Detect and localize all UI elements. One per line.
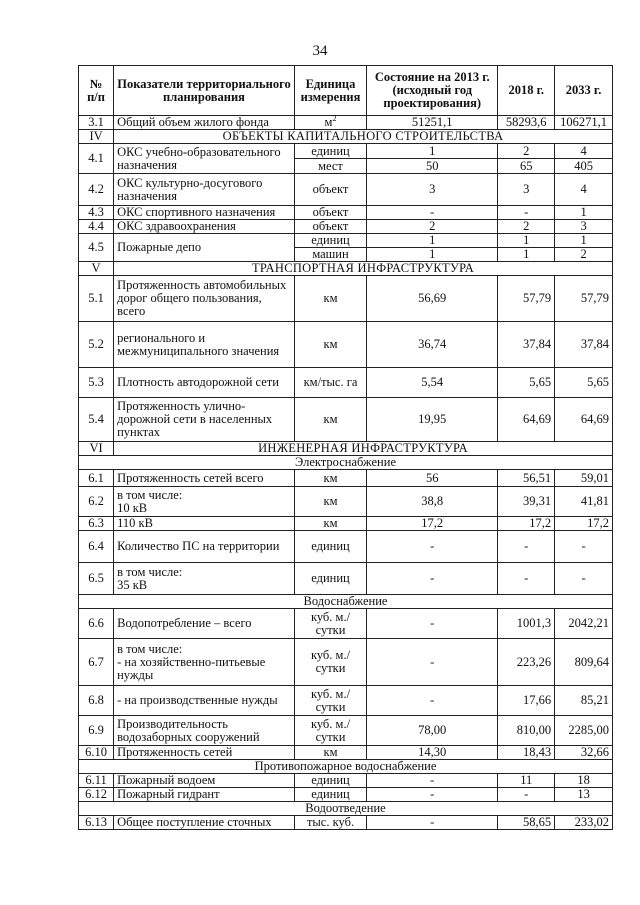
row-value-2013: 50: [367, 159, 498, 174]
row-number: 5.1: [79, 276, 114, 322]
row-number: 5.2: [79, 322, 114, 368]
row-value-2018: 223,26: [498, 639, 555, 686]
row-indicator-name: регионального и межмуниципального значения: [114, 322, 295, 368]
row-value-2018: 1001,3: [498, 609, 555, 639]
table-row: [79, 234, 613, 248]
row-number: 6.13: [79, 816, 114, 830]
row-indicator-name: Водопотребление – всего: [114, 609, 295, 639]
row-number: 4.1: [79, 144, 114, 174]
row-value-2013: 56: [367, 470, 498, 487]
planning-indicators-table: [78, 65, 613, 830]
row-value-2013: 17,2: [367, 517, 498, 531]
row-unit: объект: [294, 206, 366, 220]
row-indicator-name: Пожарный водоем: [114, 774, 295, 788]
row-value-2018: -: [498, 531, 555, 563]
row-unit: км: [294, 746, 366, 760]
row-value-2013: 2: [367, 220, 498, 234]
row-value-2018: 2: [498, 144, 555, 159]
row-value-2013: 51251,1: [367, 116, 498, 130]
row-value-2013: 38,8: [367, 487, 498, 517]
row-number: 4.3: [79, 206, 114, 220]
row-value-2018: -: [498, 563, 555, 595]
row-unit: объект: [294, 220, 366, 234]
subsection-title: Водоснабжение: [79, 595, 613, 609]
row-indicator-name: Протяженность улично-дорожной сети в населенных пунктах: [114, 398, 295, 442]
row-number: 4.2: [79, 174, 114, 206]
row-value-2018: 39,31: [498, 487, 555, 517]
row-value-2013: 1: [367, 144, 498, 159]
row-value-2013: -: [367, 686, 498, 716]
row-value-2033: 13: [555, 788, 613, 802]
row-indicator-name: в том числе: 10 кВ: [114, 487, 295, 517]
row-number: 4.4: [79, 220, 114, 234]
row-value-2033: 64,69: [555, 398, 613, 442]
row-value-2018: 1: [498, 248, 555, 262]
row-value-2018: 2: [498, 220, 555, 234]
table-row: [79, 788, 613, 802]
row-number: 6.10: [79, 746, 114, 760]
table-row: [79, 174, 613, 206]
row-unit: км: [294, 398, 366, 442]
row-value-2033: 57,79: [555, 276, 613, 322]
row-value-2033: 41,81: [555, 487, 613, 517]
row-value-2013: 3: [367, 174, 498, 206]
row-value-2013: 14,30: [367, 746, 498, 760]
table-row: [79, 470, 613, 487]
row-unit: единиц: [294, 563, 366, 595]
row-number: 3.1: [79, 116, 114, 130]
table-row: [79, 686, 613, 716]
row-unit: км: [294, 470, 366, 487]
row-value-2018: -: [498, 788, 555, 802]
section-number: V: [79, 262, 114, 276]
row-value-2033: 5,65: [555, 368, 613, 398]
row-number: 6.11: [79, 774, 114, 788]
row-indicator-name: Общее поступление сточных: [114, 816, 295, 830]
subsection-title: Электроснабжение: [79, 456, 613, 470]
subsection-row: [79, 456, 613, 470]
table-row: [79, 276, 613, 322]
row-unit: куб. м./ сутки: [294, 716, 366, 746]
section-title: ТРАНСПОРТНАЯ ИНФРАСТРУКТУРА: [114, 262, 613, 276]
row-unit: машин: [294, 248, 366, 262]
row-value-2013: -: [367, 788, 498, 802]
table-row: [79, 531, 613, 563]
row-unit: км: [294, 322, 366, 368]
row-unit: мест: [294, 159, 366, 174]
row-value-2018: 18,43: [498, 746, 555, 760]
page-number: 34: [312, 43, 328, 59]
row-value-2033: 32,66: [555, 746, 613, 760]
header-2033: 2033 г.: [555, 66, 613, 116]
row-value-2018: 65: [498, 159, 555, 174]
table-row: [79, 609, 613, 639]
table-row: [79, 368, 613, 398]
row-value-2018: 1: [498, 234, 555, 248]
table-row: [79, 816, 613, 830]
row-value-2033: 405: [555, 159, 613, 174]
row-value-2013: 19,95: [367, 398, 498, 442]
row-value-2033: 2285,00: [555, 716, 613, 746]
section-title: ИНЖЕНЕРНАЯ ИНФРАСТРУКТУРА: [114, 442, 613, 456]
row-value-2018: 64,69: [498, 398, 555, 442]
table-row: [79, 322, 613, 368]
row-value-2033: 4: [555, 174, 613, 206]
row-indicator-name: в том числе: 35 кВ: [114, 563, 295, 595]
row-value-2013: -: [367, 531, 498, 563]
row-indicator-name: Пожарный гидрант: [114, 788, 295, 802]
row-number: 6.1: [79, 470, 114, 487]
row-value-2033: 2042,21: [555, 609, 613, 639]
row-value-2033: 106271,1: [555, 116, 613, 130]
subsection-row: [79, 802, 613, 816]
table-row: [79, 517, 613, 531]
row-unit: км: [294, 517, 366, 531]
row-value-2018: 5,65: [498, 368, 555, 398]
row-value-2018: 58,65: [498, 816, 555, 830]
row-unit: км: [294, 276, 366, 322]
row-number: 5.4: [79, 398, 114, 442]
table-row: [79, 563, 613, 595]
row-value-2033: 59,01: [555, 470, 613, 487]
table-row: [79, 398, 613, 442]
row-value-2033: -: [555, 531, 613, 563]
subsection-row: [79, 760, 613, 774]
row-value-2033: 1: [555, 206, 613, 220]
row-value-2033: 37,84: [555, 322, 613, 368]
table-header-row: [79, 66, 613, 116]
row-indicator-name: Плотность автодорожной сети: [114, 368, 295, 398]
row-value-2013: -: [367, 639, 498, 686]
row-value-2013: 1: [367, 234, 498, 248]
row-number: 6.3: [79, 517, 114, 531]
row-value-2033: 85,21: [555, 686, 613, 716]
row-unit: км: [294, 487, 366, 517]
row-indicator-name: Пожарные депо: [114, 234, 295, 262]
row-value-2018: 17,2: [498, 517, 555, 531]
header-2018: 2018 г.: [498, 66, 555, 116]
table-row: [79, 487, 613, 517]
row-number: 5.3: [79, 368, 114, 398]
row-indicator-name: Протяженность сетей: [114, 746, 295, 760]
row-indicator-name: в том числе: - на хозяйственно-питьевые нужды: [114, 639, 295, 686]
row-value-2033: -: [555, 563, 613, 595]
section-row: [79, 130, 613, 144]
table-row: [79, 774, 613, 788]
row-value-2018: 57,79: [498, 276, 555, 322]
row-indicator-name: - на производственные нужды: [114, 686, 295, 716]
row-value-2018: 3: [498, 174, 555, 206]
header-unit: Единица измерения: [294, 66, 366, 116]
row-value-2018: -: [498, 206, 555, 220]
row-value-2013: 1: [367, 248, 498, 262]
row-unit: единиц: [294, 774, 366, 788]
row-indicator-name: Производительность водозаборных сооружений: [114, 716, 295, 746]
row-unit: объект: [294, 174, 366, 206]
row-unit: единиц: [294, 531, 366, 563]
unit-superscript: 2: [332, 113, 337, 123]
row-number: 6.9: [79, 716, 114, 746]
row-indicator-name: ОКС учебно-образовательного назначения: [114, 144, 295, 174]
row-value-2033: 1: [555, 234, 613, 248]
row-value-2013: -: [367, 563, 498, 595]
row-unit: куб. м./ сутки: [294, 609, 366, 639]
row-value-2018: 58293,6: [498, 116, 555, 130]
row-indicator-name: ОКС здравоохранения: [114, 220, 295, 234]
row-value-2033: 17,2: [555, 517, 613, 531]
row-indicator-name: 110 кВ: [114, 517, 295, 531]
row-indicator-name: Общий объем жилого фонда: [114, 116, 295, 130]
row-value-2013: 36,74: [367, 322, 498, 368]
table-row: [79, 206, 613, 220]
table-row: [79, 144, 613, 159]
table-row: [79, 746, 613, 760]
row-number: 6.5: [79, 563, 114, 595]
row-number: 4.5: [79, 234, 114, 262]
row-value-2033: 2: [555, 248, 613, 262]
row-value-2013: -: [367, 206, 498, 220]
row-value-2018: 17,66: [498, 686, 555, 716]
row-value-2018: 56,51: [498, 470, 555, 487]
row-number: 6.12: [79, 788, 114, 802]
row-value-2013: 5,54: [367, 368, 498, 398]
header-num: № п/п: [79, 66, 114, 116]
section-row: [79, 262, 613, 276]
row-unit: куб. м./ сутки: [294, 686, 366, 716]
row-indicator-name: ОКС спортивного назначения: [114, 206, 295, 220]
row-unit: единиц: [294, 144, 366, 159]
table-row: [79, 639, 613, 686]
table-row: [79, 116, 613, 130]
section-number: VI: [79, 442, 114, 456]
row-indicator-name: Количество ПС на территории: [114, 531, 295, 563]
row-unit: км/тыс. га: [294, 368, 366, 398]
row-indicator-name: Протяженность сетей всего: [114, 470, 295, 487]
section-title: ОБЪЕКТЫ КАПИТАЛЬНОГО СТРОИТЕЛЬСТВА: [114, 130, 613, 144]
row-value-2013: 78,00: [367, 716, 498, 746]
table-row: [79, 716, 613, 746]
row-value-2033: 3: [555, 220, 613, 234]
row-value-2033: 809,64: [555, 639, 613, 686]
row-value-2013: -: [367, 609, 498, 639]
row-value-2013: -: [367, 774, 498, 788]
row-number: 6.7: [79, 639, 114, 686]
row-number: 6.2: [79, 487, 114, 517]
subsection-title: Противопожарное водоснабжение: [79, 760, 613, 774]
section-row: [79, 442, 613, 456]
row-unit: единиц: [294, 788, 366, 802]
row-indicator-name: ОКС культурно-досугового назначения: [114, 174, 295, 206]
header-indicator: Показатели территориального планирования: [114, 66, 295, 116]
row-value-2018: 11: [498, 774, 555, 788]
subsection-row: [79, 595, 613, 609]
row-value-2013: 56,69: [367, 276, 498, 322]
row-value-2018: 37,84: [498, 322, 555, 368]
row-value-2018: 810,00: [498, 716, 555, 746]
row-value-2033: 233,02: [555, 816, 613, 830]
row-unit: куб. м./ сутки: [294, 639, 366, 686]
row-number: 6.6: [79, 609, 114, 639]
header-state-2013: Состояние на 2013 г. (исходный год проектирования): [367, 66, 498, 116]
table-row: [79, 220, 613, 234]
row-value-2033: 18: [555, 774, 613, 788]
subsection-title: Водоотведение: [79, 802, 613, 816]
table-body: [79, 113, 613, 830]
row-value-2033: 4: [555, 144, 613, 159]
row-number: 6.4: [79, 531, 114, 563]
row-value-2013: -: [367, 816, 498, 830]
row-indicator-name: Протяженность автомобильных дорог общего пользования, всего: [114, 276, 295, 322]
row-number: 6.8: [79, 686, 114, 716]
row-unit: $м^2$: [294, 116, 366, 130]
row-unit: тыс. куб.: [294, 816, 366, 830]
section-number: IV: [79, 130, 114, 144]
row-unit: единиц: [294, 234, 366, 248]
